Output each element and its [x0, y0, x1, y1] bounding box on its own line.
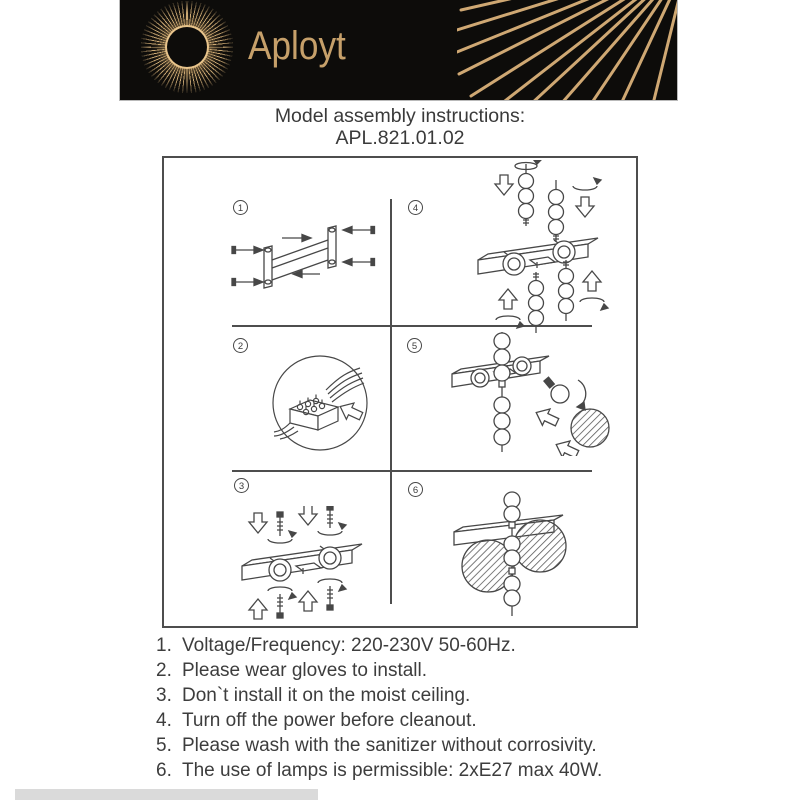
item-text: Please wear gloves to install. [182, 660, 428, 681]
item-text: The use of lamps is permissible: 2xE27 max 40W. [182, 760, 603, 781]
panel-3-number: 3 [234, 478, 249, 493]
press-up-arrow [249, 599, 267, 619]
diagram-step3-backplate-screws [216, 506, 391, 628]
item-number: 4. [156, 710, 172, 731]
diagram-step2-wiring [260, 346, 380, 458]
sunburst-center [167, 27, 207, 67]
document-title [0, 105, 800, 149]
direction-arrow [532, 404, 560, 430]
direction-arrow [336, 398, 364, 424]
press-down-arrow [495, 175, 513, 195]
terminal-block [290, 395, 338, 431]
socket-boss [269, 558, 291, 581]
press-down-arrow [299, 506, 317, 525]
list-item [156, 733, 676, 758]
list-item [156, 758, 676, 783]
panel-1-number: 1 [233, 200, 248, 215]
diagram-step6-finished-fixture [442, 488, 592, 620]
press-up-arrow [583, 271, 601, 291]
socket-boss [503, 252, 525, 275]
rotation-arrow [268, 587, 296, 599]
title-line1: Model assembly instructions: [274, 105, 526, 127]
screw-icon [343, 227, 375, 234]
backplate [242, 544, 362, 581]
press-down-arrow [576, 197, 594, 217]
backplate [478, 238, 598, 275]
list-item [156, 658, 676, 683]
socket-boss [553, 240, 575, 263]
rotation-arrow [268, 531, 296, 543]
bead-stem [515, 160, 541, 226]
item-text: Don`t install it on the moist ceiling. [182, 685, 471, 706]
press-up-arrow [499, 289, 517, 309]
rotation-arrow [496, 316, 524, 328]
glass-shade [571, 409, 609, 447]
bead-stem [559, 260, 574, 321]
screw-icon [277, 512, 283, 536]
press-up-arrow [299, 591, 317, 611]
rotation-arrow [318, 523, 346, 535]
press-down-arrow [249, 513, 267, 533]
bead-stem [504, 492, 520, 616]
item-number: 6. [156, 760, 172, 781]
panel-6-number: 6 [408, 482, 423, 497]
rotation-arrow [580, 298, 608, 310]
item-number: 1. [156, 635, 172, 656]
rays-decoration-icon [457, 0, 677, 100]
screw-icon [327, 506, 333, 528]
rotation-arrow [318, 579, 346, 591]
item-number: 5. [156, 735, 172, 756]
brand-name: Aployt [248, 24, 346, 68]
panel-4-number: 4 [408, 200, 423, 215]
bead-stem [529, 272, 544, 333]
screw-icon [327, 586, 333, 610]
diagram-step5-bulb-shade [438, 328, 623, 456]
rotation-arrow [573, 178, 601, 190]
scan-edge-artifact [15, 789, 318, 800]
screw-icon [232, 247, 263, 254]
list-item [156, 683, 676, 708]
socket-boss [471, 369, 489, 387]
list-item [156, 708, 676, 733]
diagram-step4-bead-stems [448, 160, 623, 335]
bead-stem [549, 180, 564, 242]
item-text: Voltage/Frequency: 220-230V 50-60Hz. [182, 635, 516, 656]
glass-shade [514, 520, 566, 572]
instruction-list [156, 633, 676, 783]
panel-2-number: 2 [233, 338, 248, 353]
socket-boss [319, 546, 341, 569]
grid-horizontal-divider-2 [232, 470, 592, 472]
item-number: 3. [156, 685, 172, 706]
assembly-diagram-grid [162, 156, 638, 628]
light-bulb [544, 377, 569, 403]
brand-banner [120, 0, 677, 100]
item-text: Please wash with the sanitizer without corrosivity. [182, 735, 597, 756]
rotation-arrow [577, 380, 586, 410]
title-line2-model-code: APL.821.01.02 [335, 127, 465, 149]
screw-icon [277, 594, 283, 618]
panel-5-number: 5 [407, 338, 422, 353]
item-number: 2. [156, 660, 172, 681]
screw-icon [232, 279, 263, 286]
item-text: Turn off the power before cleanout. [182, 710, 477, 731]
bead-stem [494, 332, 510, 452]
list-item [156, 633, 676, 658]
diagram-step1-mounting-bracket [230, 216, 380, 301]
screw-icon [343, 259, 375, 266]
